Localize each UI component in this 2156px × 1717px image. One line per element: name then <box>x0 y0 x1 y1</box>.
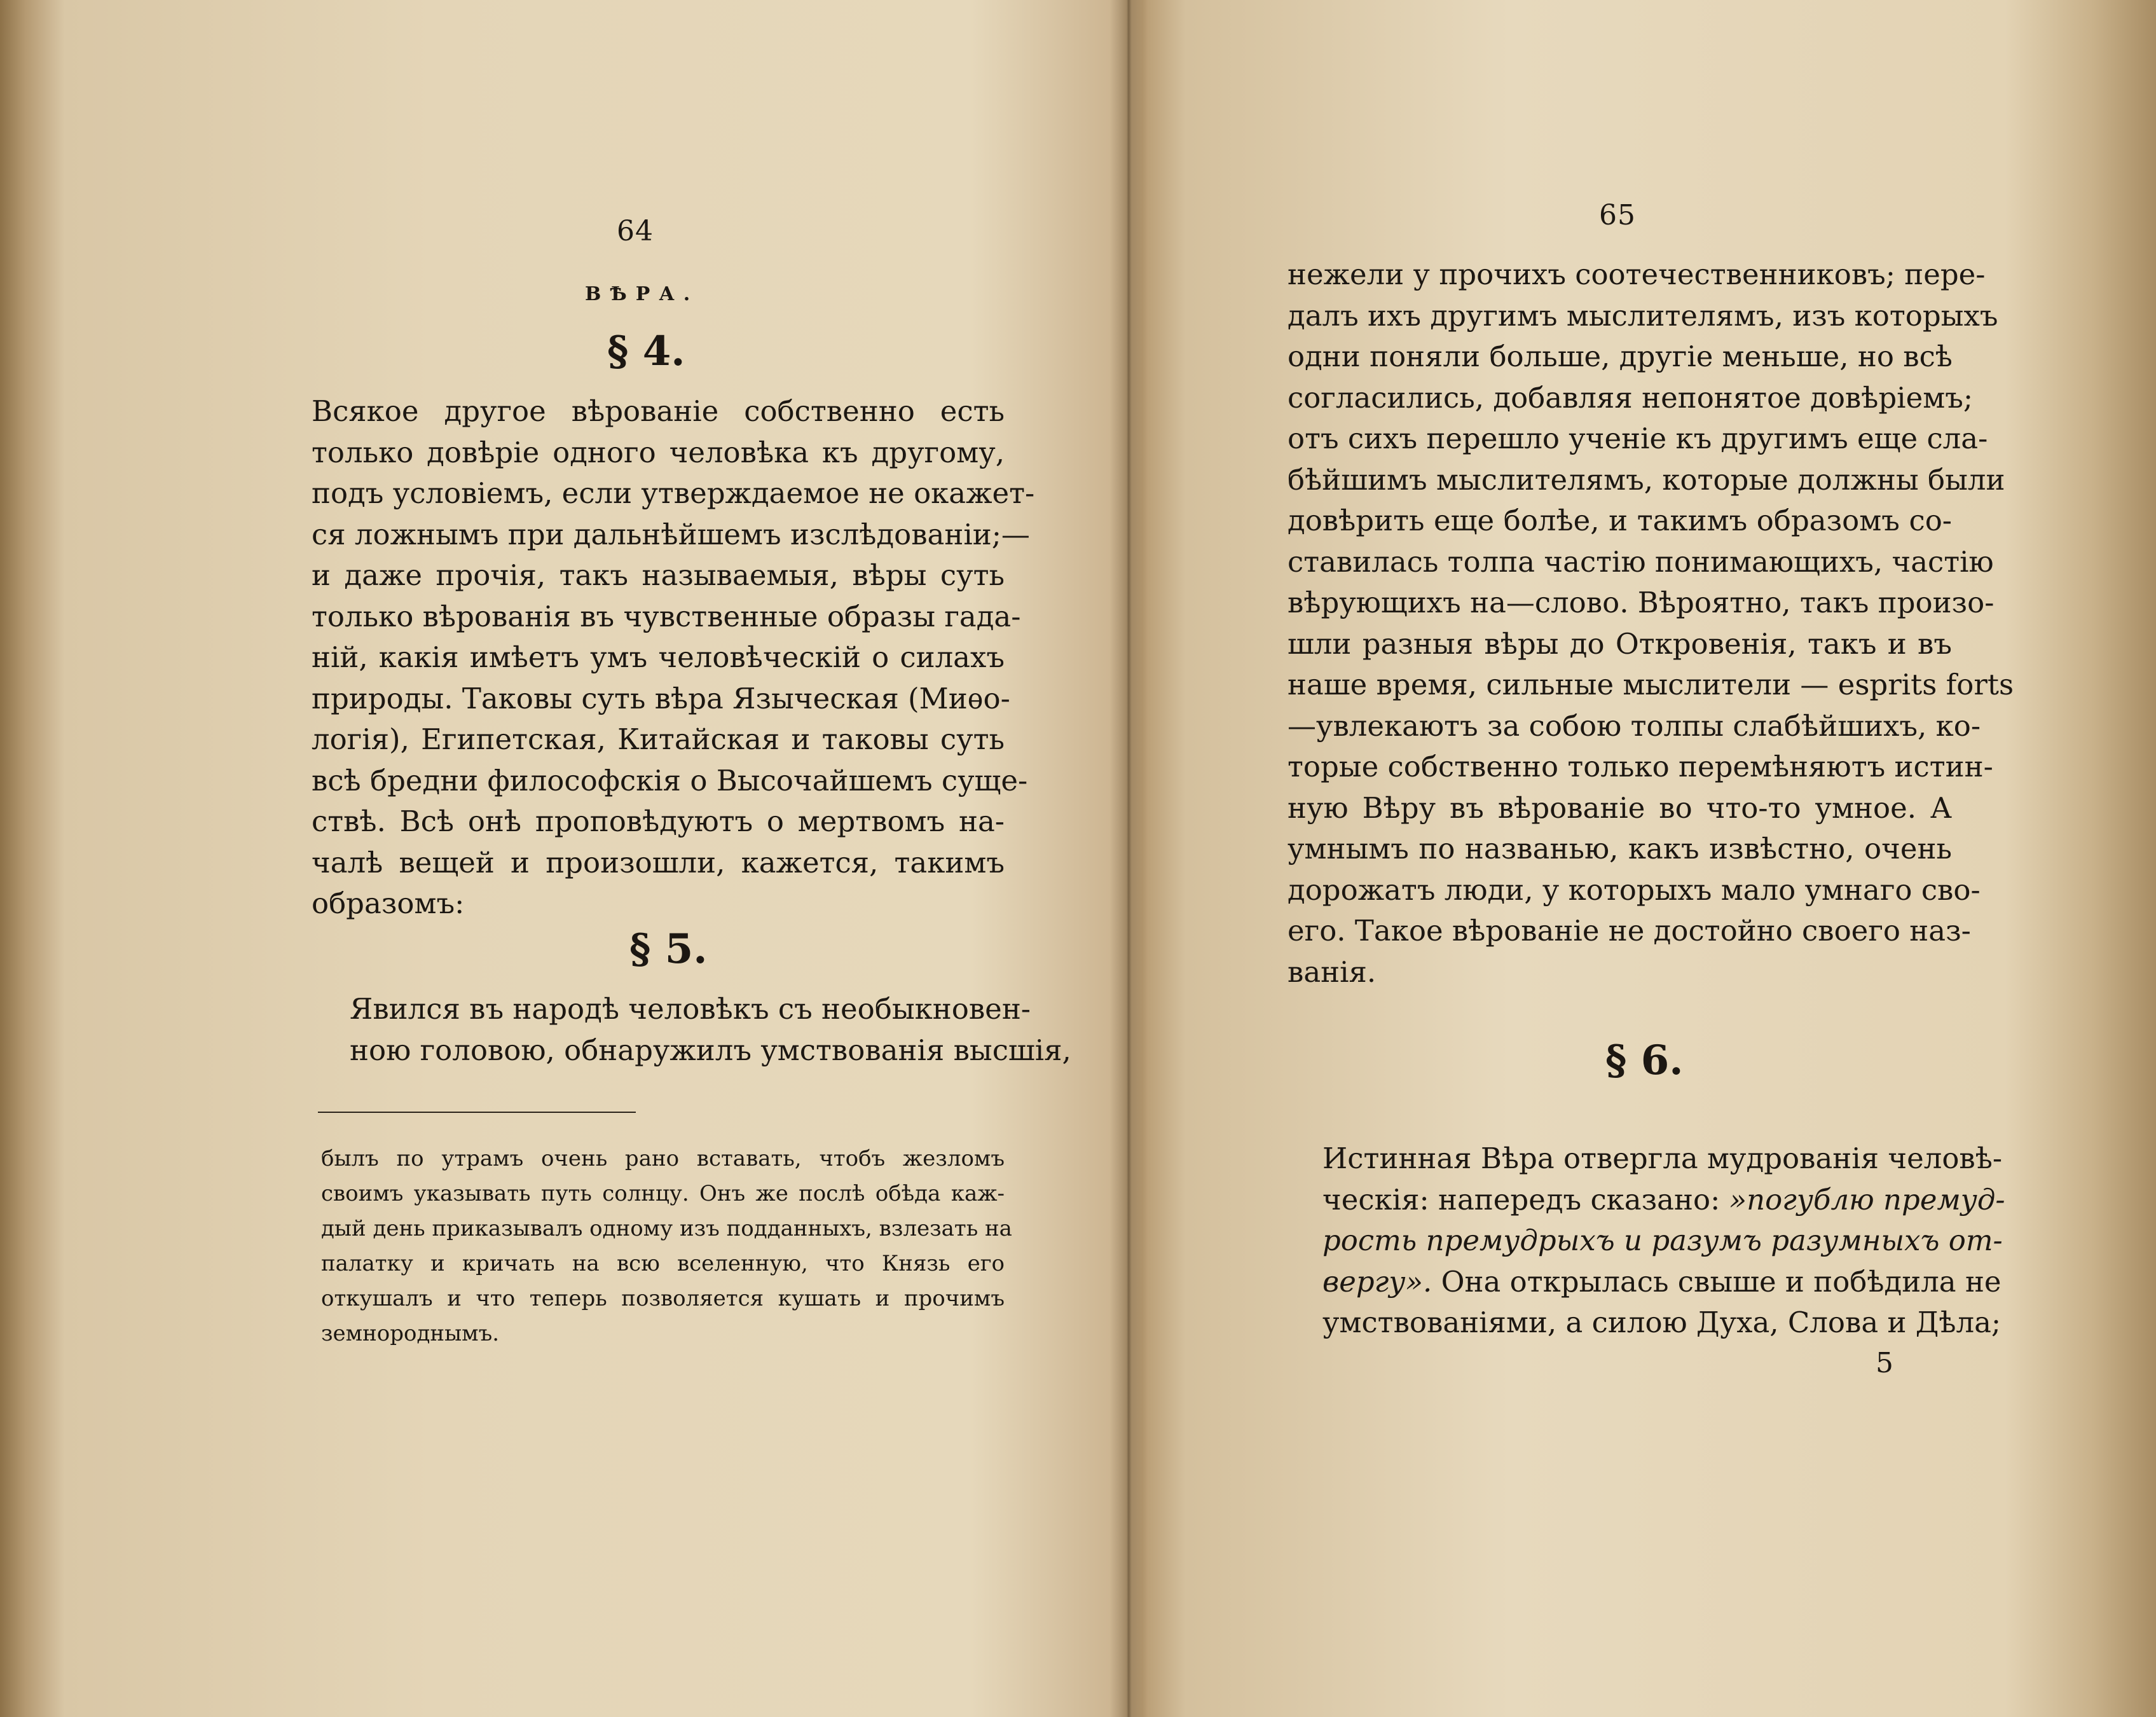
footnote-line: былъ по утрамъ очень рано вставать, чтобъ жезломъ <box>321 1146 1005 1171</box>
footnote <box>321 1141 1012 1351</box>
text-line: его. Такое вѣрованіе не достойно своего наз- <box>1287 914 1971 948</box>
section-6-text <box>1322 1138 2005 1344</box>
footnote-line: откушалъ и что теперь позволяется кушать и прочимъ <box>321 1286 1005 1311</box>
text-line <box>1322 1220 2003 1262</box>
section-5-text <box>350 989 1071 1071</box>
text-line: ною головою, обнаружилъ умствованія высшія, <box>350 1033 1071 1067</box>
quotation-italic: вергу». <box>1322 1264 1432 1299</box>
text-plain: ческія: напередъ сказано: <box>1322 1182 1729 1217</box>
text-line: умствованіями, а силою Духа, Слова и Дѣла; <box>1322 1306 2002 1339</box>
text-line <box>1322 1262 2002 1303</box>
left-page <box>25 0 1125 1717</box>
text-line: отъ сихъ перешло ученіе къ другимъ еще сла- <box>1287 422 1988 455</box>
text-line: шли разныя вѣры до Откровенія, такъ и въ <box>1287 626 1952 661</box>
text-line: далъ ихъ другимъ мыслителямъ, изъ которыхъ <box>1287 298 1998 333</box>
text-line: наше время, сильные мыслители — esprits forts <box>1287 668 2014 701</box>
text-line: ную Вѣру въ вѣрованіе во что-то умное. А <box>1287 790 1952 825</box>
text-line: ній, какія имѣетъ умъ человѣческій о силахъ <box>312 640 1005 674</box>
text-line: Явился въ народѣ человѣкъ съ необыкновен- <box>350 992 1031 1026</box>
text-line: ся ложнымъ при дальнѣйшемъ изслѣдованіи;— <box>312 517 1030 551</box>
quotation-italic: рость премудрыхъ и разумъ разумныхъ от- <box>1322 1224 2003 1257</box>
text-line: торые собственно только перемѣняютъ истин- <box>1287 750 1993 783</box>
text-line: одни поняли больше, другіе меньше, но всѣ <box>1287 340 1953 373</box>
section-5-heading: § 5. <box>629 925 708 973</box>
footnote-line: земнороднымъ. <box>321 1321 500 1346</box>
text-line: ванія. <box>1287 955 1377 989</box>
section-6-heading: § 6. <box>1605 1037 1684 1084</box>
text-line: ставилась толпа частію понимающихъ, частію <box>1287 544 1994 579</box>
text-line: согласились, добавляя непонятое довѣріемъ; <box>1287 380 1974 415</box>
section-4-heading: § 4. <box>607 328 685 375</box>
text-line <box>1322 1180 2005 1221</box>
text-line: бѣйшимъ мыслителямъ, которые должны были <box>1287 462 2005 497</box>
footnote-line: палатку и кричать на всю вселенную, что Князь его <box>321 1251 1005 1276</box>
text-line: только довѣріе одного человѣка къ другому, <box>312 435 1005 469</box>
text-line: умнымъ по названью, какъ извѣстно, очень <box>1287 832 1952 865</box>
text-line: и даже прочія, такъ называемыя, вѣры суть <box>312 558 1005 592</box>
text-line: подъ условіемъ, если утверждаемое не окажет- <box>312 476 1035 510</box>
continuation-text <box>1287 254 2014 993</box>
signature-mark: 5 <box>1876 1347 1893 1379</box>
text-line: Всякое другое вѣрованіе собственно есть <box>312 394 1005 428</box>
text-line: вѣрующихъ на—слово. Вѣроятно, такъ произо- <box>1287 586 1995 619</box>
page-number-left: 64 <box>617 215 654 247</box>
text-line: ствѣ. Всѣ онѣ проповѣдуютъ о мертвомъ на- <box>312 804 1005 838</box>
text-line: нежели у прочихъ соотечественниковъ; пере- <box>1287 258 1986 291</box>
text-line: образомъ: <box>312 886 465 920</box>
running-head: ВѢРА. <box>585 283 699 305</box>
text-line: всѣ бредни философскія о Высочайшемъ суще- <box>312 763 1028 797</box>
footnote-rule <box>318 1112 636 1113</box>
footnote-line: своимъ указывать путь солнцу. Онъ же послѣ обѣда каж- <box>321 1181 1005 1206</box>
text-line: Истинная Вѣра отвергла мудрованія человѣ- <box>1322 1141 2003 1175</box>
text-line: дорожатъ люди, у которыхъ мало умнаго сво- <box>1287 872 1981 907</box>
footnote-line: дый день приказывалъ одному изъ подданныхъ, взлезать на <box>321 1216 1012 1241</box>
right-page <box>1132 0 2124 1717</box>
text-line: природы. Таковы суть вѣра Языческая (Миѳо- <box>312 681 1010 715</box>
section-4-text <box>312 391 1035 925</box>
text-line: только вѣрованія въ чувственные образы гада- <box>312 599 1021 633</box>
text-line: чалѣ вещей и произошли, кажется, такимъ <box>312 845 1005 879</box>
quotation-italic: »погублю премуд- <box>1729 1182 2005 1217</box>
text-line: логія), Египетская, Китайская и таковы суть <box>312 722 1005 756</box>
text-plain: Она открылась свыше и побѣдила не <box>1432 1264 2002 1299</box>
page-number-right: 65 <box>1599 199 1636 231</box>
text-line: —увлекаютъ за собою толпы слабѣйшихъ, ко- <box>1287 708 1981 743</box>
text-line: довѣрить еще болѣе, и такимъ образомъ со- <box>1287 504 1952 537</box>
